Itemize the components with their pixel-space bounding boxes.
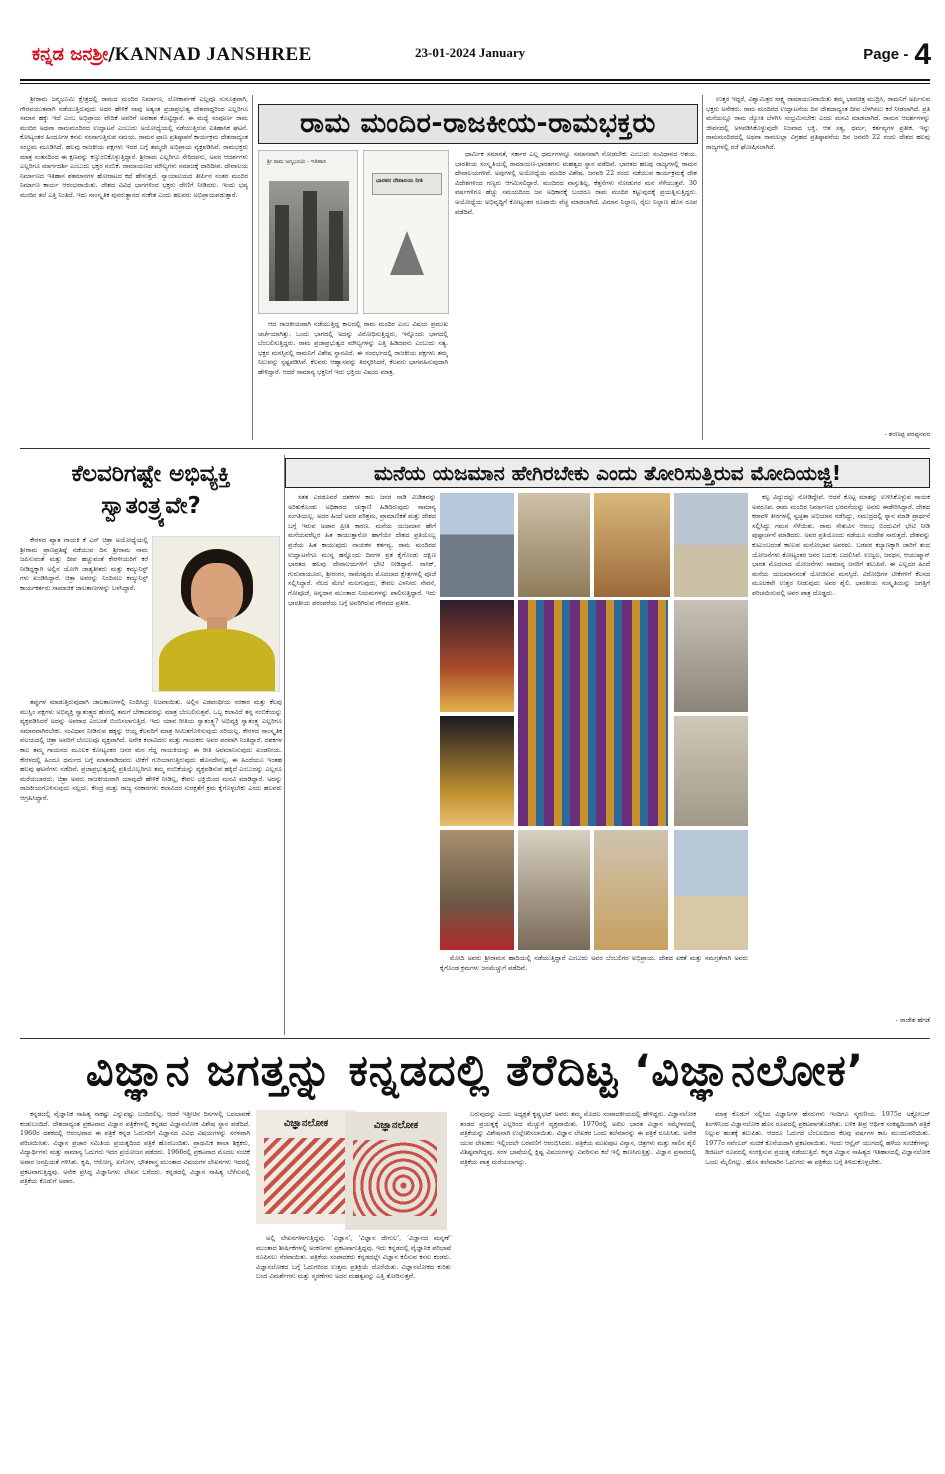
illuminated-temple-photo [440,600,514,712]
page-number: 4 [914,38,931,71]
article1-byline: - ಶರಣಪ್ಪ ಪರಪ್ಪನವರ [884,430,930,438]
night-temple-photo [440,716,514,826]
article4-column-4 [705,1110,930,1460]
book-title-band [372,173,442,195]
article3-headline: ಮನೆಯ ಯಜಮಾನ ಹೇಗಿರಬೇಕು ಎಂದು ತೋರಿಸುತ್ತಿರುವ ಮೋದಿಯಜ್ಜಿ! [373,461,842,485]
temple-sketch-icon [390,231,424,275]
article4-text-1: ಕನ್ನಡದಲ್ಲಿ ವೈಜ್ಞಾನಿಕ ಸಾಹಿತ್ಯ ಸಾಕಷ್ಟು ಎನ್ನುವಷ್ಟು ಬಂದಿರಲಿಲ್ಲ. ಆದರೆ ಇತ್ತೀಚಿನ ದಿನಗಳಲ್ಲಿ ಬದಲಾವಣೆ ಕಂಡುಬಂದಿದೆ. ದೇಶದಾದ್ಯಂತ ಪ್ರಕಟವಾದ ವಿಜ್ಞಾನ ಪತ್ರಿಕೆಗಳಲ್ಲಿ ಕನ್ನಡದ ವಿಜ್ಞಾನಲೋಕ ವಿಶೇಷ ಸ್ಥಾನ ಪಡೆದಿದೆ. 1960ರ ದಶಕದಲ್ಲಿ ಆರಂಭವಾದ ಈ ಪತ್ರಿಕೆ ಕನ್ನಡ ಓದುಗರಿಗೆ ವಿಜ್ಞಾನದ ವಿವಿಧ ವಿಷಯಗಳನ್ನು ಸರಳವಾಗಿ ಪರಿಚಯಿಸಿತು. ವಿಜ್ಞಾನ ಪ್ರಚಾರ ಸಮಿತಿಯ ಪ್ರಯತ್ನದಿಂದ ಪತ್ರಿಕೆ ಹೊರಬಂದಿತು. ಪ್ರಾಥಮಿಕ ಶಾಲಾ ಶಿಕ್ಷಕರು, ವಿದ್ಯಾರ್ಥಿಗಳು ಮತ್ತು ಸಾಮಾನ್ಯ ಓದುಗರು ಇದರ ಪ್ರಯೋಜನ ಪಡೆದರು. 1966ರಲ್ಲಿ ಪ್ರಕಟವಾದ ಮೊದಲ ಸಂಚಿಕೆ ಅಪಾರ ಜನಪ್ರಿಯತೆ ಗಳಿಸಿತು. ಕೃಷಿ, ಆರೋಗ್ಯ, ಖಗೋಳ, ಭೌತಶಾಸ್ತ್ರ ಮುಂತಾದ ವಿಷಯಗಳ ಲೇಖನಗಳು ಇದರಲ್ಲಿ ಪ್ರಕಟವಾಗುತ್ತಿದ್ದವು. ಅನೇಕ ಪ್ರಸಿದ್ಧ ವಿಜ್ಞಾನಿಗಳು ಲೇಖನ ಬರೆದರು. ಕನ್ನಡದಲ್ಲಿ ವಿಜ್ಞಾನ ಸಾಹಿತ್ಯ ಬೆಳೆಸುವಲ್ಲಿ ಪತ್ರಿಕೆಯ ಕೊಡುಗೆ ಅಪಾರ. [20,1110,250,1186]
temple-ruins-photo [269,181,349,301]
leader-standing-photo [674,716,748,826]
article3-text-3: ಕಲ್ಪ ವಿದ್ದುದನ್ನು ನೋಡಿದ್ದೇವೆ. ಆದರೆ ಕೊಟ್ಟ ಮಾತನ್ನು ಉಳಿಸಿಕೊಳ್ಳುವ ನಾಯಕ ಅಪರೂಪ. ರಾಮ ಮಂದಿರ ನಿರ್ಮಾಣದ ಭರವಸೆಯನ್ನು ಅವರು ಈಡೇರಿಸಿದ್ದಾರೆ. ದೇಶದ ಕರಾವಳಿ ತೀರಗಳಲ್ಲಿ ಸ್ವಚ್ಛತಾ ಅಭಿಯಾನ ನಡೆಸಿದ್ದು, ಸಮುದ್ರದಲ್ಲಿ ಸ್ನಾನ ಮಾಡಿ ಪ್ರಾರ್ಥನೆ ಸಲ್ಲಿಸಿದ್ದು ಗಮನ ಸೆಳೆಯಿತು. ರಾಮ ಸೇತುವಿನ ಆರಂಭ ಬಿಂದುವಿಗೆ ಭೇಟಿ ನೀಡಿ ಪುಷ್ಪಾರ್ಚನೆ ಮಾಡಿದರು. ಅವರ ಪ್ರತಿಯೊಂದು ನಡೆಯೂ ಸಂದೇಶ ಸಾರುತ್ತದೆ. ದೇಶವನ್ನು ಕುಟುಂಬದಂತೆ ಕಾಣುವ ಮನೋಭಾವ ಅವರದು. ಬಡವರ ಕಲ್ಯಾಣಕ್ಕಾಗಿ ಜಾರಿಗೆ ತಂದ ಯೋಜನೆಗಳು ಕೋಟ್ಯಂತರ ಜನರ ಬದುಕು ಬದಲಿಸಿವೆ. ಉಜ್ವಲ, ಜನಧನ, ಆಯುಷ್ಮಾನ್ ಭಾರತ ಮೊದಲಾದ ಯೋಜನೆಗಳು ಸಾಮಾನ್ಯ ಜನರಿಗೆ ತಲುಪಿವೆ. ಈ ಎಲ್ಲದರ ಹಿಂದೆ ಮನೆಯ ಯಜಮಾನನಂತೆ ಯೋಚಿಸುವ ಮನಸ್ಸಿದೆ. ವಿರೋಧಿಗಳ ಟೀಕೆಗಳಿಗೆ ಕೆಲಸದ ಮೂಲಕವೇ ಉತ್ತರ ನೀಡುವುದು ಅವರ ಶೈಲಿ. ಭಾರತೀಯ ಸಂಸ್ಕೃತಿಯನ್ನು ಜಗತ್ತಿಗೆ ಪರಿಚಯಿಸುವಲ್ಲಿ ಅವರ ಪಾತ್ರ ದೊಡ್ಡದು. [752,493,930,597]
article4-text-2: ಅಲ್ಲಿ ಲೇಖನಗಳಾಗುತ್ತಿದ್ದವು. ‘ವಿಜ್ಞಾನ’, ‘ವಿಜ್ಞಾನ ದೇಗುಲ’, ‘ವಿಜ್ಞಾನದ ಮನ್ನಣೆ’ ಮುಂತಾದ ಶೀರ್ಷಿಕೆಗಳಲ್ಲಿ ಅಂಕಣಗಳು ಪ್ರಕಟವಾಗುತ್ತಿದ್ದವು. ಇದು ಕನ್ನಡದಲ್ಲಿ ವೈಜ್ಞಾನಿಕ ಪರಿಭಾಷೆ ರೂಪಿಸಲು ನೆರವಾಯಿತು. ಪತ್ರಿಕೆಯ ಸಂಪಾದಕರು ಕನ್ನಡದಲ್ಲೇ ವಿಜ್ಞಾನ ಕಲಿಸುವ ಕನಸು ಕಂಡರು. ವಿಜ್ಞಾನಲೋಕದ ಬಗ್ಗೆ ಓದುಗರಿಂದ ಉತ್ತಮ ಪ್ರತಿಕ್ರಿಯೆ ದೊರೆಯಿತು. ವಿಜ್ಞಾನಲೋಕದ ಕುರಿತು ಬಂದ ವಿಮರ್ಶೆಗಳು ಮತ್ತು ಸ್ಮರಣೆಗಳು ಅದರ ಮಹತ್ವವನ್ನು ಎತ್ತಿ ತೋರಿಸುತ್ತವೆ. [256,1234,451,1281]
article1-text-1: ಶ್ರೀರಾಮ ಜನ್ಮಭೂಮಿ ಕ್ಷೇತ್ರದಲ್ಲಿ ರಾಮದ ಮಂದಿರ ನಿರ್ಮಾಣ, ಲೋಕಾರ್ಪಣೆ ಎಲ್ಲವೂ ಸುಸೂತ್ರವಾಗಿ, ಗೌರವಯುತವಾಗಿ ನಡೆಯುತ್ತಿರುವುದು ಅದರ ಹೇಳಿಕೆ ನಾವು ಅತ್ಯಂತ ಪ್ರಜಾಪ್ರಭುತ್ವ ದೇಶವಾದ್ದರಿಂದ ಎಲ್ಲರಿಗೂ ಸಮಾನ ಹಕ್ಕು ಇದೆ ಎಂಬ ಅಭಿಪ್ರಾಯ ವೇದಿಕೆ ಅವರಿಗೆ ಅವಕಾಶ ಕೊಟ್ಟಿದ್ದಾರೆ. ಈ ಮಧ್ಯೆ ಸಂಪೂರ್ಣ ರಾಮ ಮಂದಿರ ಅಥವಾ ರಾಮಮಂದಿರದ ಉದ್ಘಾಟನೆ ಎಂಬುದು ಅಯೋಧ್ಯೆಯಲ್ಲಿ ನಡೆಯುತ್ತಿರುವ ಐತಿಹಾಸಿಕ ಘಟನೆ. ಕೋಟ್ಯಂತರ ಹಿಂದೂಗಳ ಕನಸು ನನಸಾಗುತ್ತಿರುವ ಸಮಯ. ರಾಮನ ಪ್ರಾಣ ಪ್ರತಿಷ್ಠಾಪನೆ ಕಾರ್ಯಕ್ರಮ ದೇಶದಾದ್ಯಂತ ಸಂಭ್ರಮ ಮೂಡಿಸಿದೆ. ಹಲವು ರಾಜಕೀಯ ಪಕ್ಷಗಳು ಇದರ ಬಗ್ಗೆ ತಮ್ಮದೇ ಅಭಿಪ್ರಾಯ ವ್ಯಕ್ತಪಡಿಸಿವೆ. ರಾಮಭಕ್ತರು ಮಾತ್ರ ಸಂತಸದಿಂದ ಈ ಕ್ಷಣವನ್ನು ಕಣ್ತುಂಬಿಕೊಳ್ಳುತ್ತಿದ್ದಾರೆ. ಶ್ರೀರಾಮ ಎಲ್ಲರಿಗೂ ಸೇರಿದವನು, ಅವನ ಆದರ್ಶಗಳು ಎಲ್ಲರಿಗೂ ಮಾರ್ಗದರ್ಶಿ ಎಂಬುದು ಭಕ್ತರ ನಂಬಿಕೆ. ರಾಮಾಯಣದ ಮೌಲ್ಯಗಳು ಸಮಾಜಕ್ಕೆ ದಾರಿದೀಪ. ದೇವಾಲಯ ನಿರ್ಮಾಣದ ಇತಿಹಾಸ ಶತಮಾನಗಳ ಹೋರಾಟದ ಕಥೆ ಹೇಳುತ್ತದೆ. ನ್ಯಾಯಾಲಯದ ತೀರ್ಪಿನ ನಂತರ ಮಂದಿರ ನಿರ್ಮಾಣ ಕಾರ್ಯ ಆರಂಭವಾಯಿತು. ದೇಶದ ವಿವಿಧ ಭಾಗಗಳಿಂದ ಭಕ್ತರು ದೇಣಿಗೆ ನೀಡಿದರು. ಇಂದು ಭವ್ಯ ಮಂದಿರ ತಲೆ ಎತ್ತಿ ನಿಂತಿದೆ. ಇದು ಸಾಂಸ್ಕೃತಿಕ ಪುನರುತ್ಥಾನದ ಸಂಕೇತ ಎಂದು ಹಲವರು ಅಭಿಪ್ರಾಯಪಡುತ್ತಾರೆ. [20,95,248,199]
book-cover-image-1 [258,150,358,314]
newspaper-name-kannada: ಕನ್ನಡ ಜನಶ್ರೀ [32,44,109,65]
magazine-cover-2 [345,1112,447,1230]
article3-byline: - ರಾಜೇಶ ಹೆಗಡೆ [895,1016,930,1024]
magazine-cover-1 [256,1110,356,1224]
article2-headline: ಕೆಲವರಿಗಷ್ಟೇ ಅಭಿವ್ಯಕ್ತಿ ಸ್ವಾತಂತ್ರ್ಯವೇ? [71,461,231,519]
magazine-title-1: ವಿಜ್ಞಾನಲೋಕ [283,1118,329,1129]
article1-column-4 [706,95,930,430]
masthead-rule [20,79,930,84]
article1-headline-box [258,104,698,144]
gopuram-carpet-photo [440,830,514,950]
article1-column-1 [20,95,248,441]
article3-byline-wrap [752,1016,930,1030]
offering-photo [594,830,668,950]
article4-column-3 [460,1110,696,1460]
article1-byline-wrap [706,430,930,442]
book-caption-1: ಶ್ರೀ ರಾಮ ಜನ್ಮಭೂಮಿ - ಇತಿಹಾಸ [267,159,326,165]
column-divider [252,95,253,440]
masthead [0,0,945,86]
column-divider [702,95,703,440]
newspaper-name-english: KANNAD JANSHREE [114,44,312,65]
article4-column-2 [256,1234,451,1460]
singer-portrait-photo [152,536,280,692]
article1-headline: ರಾಮ ಮಂದಿರ-ರಾಜಕೀಯ-ರಾಮಭಕ್ತರು [300,108,656,139]
book-caption-2: ಭಾರತದ ದೇವಾಲಯ ನೀತಿ [376,178,423,184]
article2-body [20,698,282,1034]
section-divider [20,448,930,449]
magazine-title-2: ವಿಜ್ಞಾನಲೋಕ [373,1120,419,1131]
article1-text-2: ಆದ ರಾಜಕೀಯವಾಗಿ ನಡೆಯುತ್ತಿದ್ದ ಕಾಲದಲ್ಲಿ ರಾಮ ಮಂದಿರ ಎಂಬ ವಿಷಯ ಪ್ರಮುಖ ಚರ್ಚೆಯಾಗಿತ್ತು. ಒಂದು ಭಾಗದಲ್ಲಿ ಅದನ್ನು ವಿರೋಧಿಸುತ್ತಿದ್ದರು, ಇನ್ನೊಂದು ಭಾಗದಲ್ಲಿ ಬೆಂಬಲಿಸುತ್ತಿದ್ದರು. ರಾಮ ಪ್ರಜಾಪ್ರಭುತ್ವದ ಮೌಲ್ಯಗಳನ್ನು ಎತ್ತಿ ಹಿಡಿದವನು ಎಂಬುದು ಸತ್ಯ. ಭಕ್ತರ ಮನಸ್ಸಿನಲ್ಲಿ ರಾಮನಿಗೆ ವಿಶೇಷ ಸ್ಥಾನವಿದೆ. ಈ ಸಂದರ್ಭದಲ್ಲಿ ರಾಜಕೀಯ ಪಕ್ಷಗಳು ತಮ್ಮ ನಿಲುವನ್ನು ಸ್ಪಷ್ಟಪಡಿಸಿವೆ. ಕೆಲವರು ಆಹ್ವಾನವನ್ನು ತಿರಸ್ಕರಿಸಿದರೆ, ಕೆಲವರು ಭಾಗವಹಿಸುವುದಾಗಿ ಹೇಳಿದ್ದಾರೆ. ಆದರೆ ಸಾಮಾನ್ಯ ಭಕ್ತನಿಗೆ ಇದು ಭಕ್ತಿಯ ವಿಷಯ ಮಾತ್ರ. [258,320,448,376]
article1-text-3: ಧಾರ್ಮಿಕ ಸಮಾನತೆ, ಸರ್ಕಾರ ಎಲ್ಲ ಧರ್ಮಗಳನ್ನೂ ಸಮಾನವಾಗಿ ನೋಡಬೇಕು ಎಂಬುದು ಸಂವಿಧಾನದ ಆಶಯ. ಭಾರತೀಯ ಸಂಸ್ಕೃತಿಯಲ್ಲಿ ರಾಮಾಯಣ-ಭಾರತಗಳು ಮಹತ್ವದ ಸ್ಥಾನ ಪಡೆದಿವೆ. ಭಾರತದ ಹಲವು ರಾಜ್ಯಗಳಲ್ಲಿ ರಾಮನ ದೇವಾಲಯಗಳಿವೆ. ಅವುಗಳಲ್ಲಿ ಅಯೋಧ್ಯೆಯ ಮಂದಿರ ವಿಶೇಷ. ಜನವರಿ 22 ರಂದು ನಡೆಯುವ ಕಾರ್ಯಕ್ರಮಕ್ಕೆ ದೇಶ ವಿದೇಶಗಳಿಂದ ಗಣ್ಯರು ಆಗಮಿಸಲಿದ್ದಾರೆ. ಮಂದಿರದ ವಾಸ್ತುಶಿಲ್ಪ, ಕೆತ್ತನೆಗಳು ನೋಡುಗರ ಮನ ಸೆಳೆಯುತ್ತವೆ. 30 ವರ್ಷಗಳಿಗೂ ಹೆಚ್ಚು ಸಮಯದಿಂದ ಜನ ಅಧಿಕಾರಕ್ಕೆ ಬಂದರೂ ರಾಮ ಮಂದಿರ ಕಟ್ಟುವುದಕ್ಕೆ ಪ್ರಯತ್ನಿಸುತ್ತಿದ್ದರು. ಅಯೋಧ್ಯೆಯ ಅಭಿವೃದ್ಧಿಗೆ ಕೋಟ್ಯಂತರ ರೂಪಾಯಿ ವೆಚ್ಚ ಮಾಡಲಾಗಿದೆ. ವಿಮಾನ ನಿಲ್ದಾಣ, ರೈಲು ನಿಲ್ದಾಣ ಹೊಸ ರೂಪ ಪಡೆದಿವೆ. [455,150,697,216]
temple-corridor-photo [518,600,668,826]
road-walk-photo [440,493,514,597]
column-divider [284,455,285,1035]
article3-column-1 [288,493,436,971]
temple-courtyard-photo [518,493,590,597]
article3-text-1: ಸತತ ಎರಡೂವರೆ ದಶಕಗಳ ಕಾಲ ಜನರ ನಾಡಿ ಮಿಡಿತವನ್ನು ಅರಿತುಕೊಂಡು ಅಧಿಕಾರದ ಚುಕ್ಕಾಣಿ ಹಿಡಿದಿರುವುದು ಸಾಮಾನ್ಯ ಸಂಗತಿಯಲ್ಲ. ಅದರ ಹಿಂದೆ ಅವರ ಪರಿಶ್ರಮ, ಪ್ರಾಮಾಣಿಕತೆ ಮತ್ತು ದೇಶದ ಬಗ್ಗೆ ಇರುವ ಅಪಾರ ಪ್ರೀತಿ ಕಾರಣ. ಮನೆಯ ಯಜಮಾನ ಹೇಗೆ ಮನೆಯವರೆಲ್ಲರ ಹಿತ ಕಾಯುತ್ತಾನೋ ಹಾಗೆಯೇ ದೇಶದ ಪ್ರತಿಯೊಬ್ಬ ಪ್ರಜೆಯ ಹಿತ ಕಾಯುವುದು ನಾಯಕನ ಕರ್ತವ್ಯ. ರಾಮ ಮಂದಿರದ ಉದ್ಘಾಟನೆಗೂ ಮುನ್ನ ಹನ್ನೊಂದು ದಿನಗಳ ವ್ರತ ಕೈಗೊಂಡು ದಕ್ಷಿಣ ಭಾರತದ ಹಲವು ದೇವಾಲಯಗಳಿಗೆ ಭೇಟಿ ನೀಡಿದ್ದಾರೆ. ನಾಸಿಕ್, ಗುರುವಾಯೂರು, ಶ್ರೀರಂಗಂ, ರಾಮೇಶ್ವರಂ ಮೊದಲಾದ ಕ್ಷೇತ್ರಗಳಲ್ಲಿ ಪೂಜೆ ಸಲ್ಲಿಸಿದ್ದಾರೆ. ನೆಲದ ಮೇಲೆ ಮಲಗುವುದು, ಕೇವಲ ಎಳನೀರು ಸೇವನೆ, ಗೋಪೂಜೆ, ಅನ್ನದಾನ ಮುಂತಾದ ನಿಯಮಗಳನ್ನು ಪಾಲಿಸುತ್ತಿದ್ದಾರೆ. ಇದು ಭಾರತೀಯ ಪರಂಪರೆಯ ಬಗ್ಗೆ ಅವರಿಗಿರುವ ಗೌರವದ ಪ್ರತೀಕ. [288,493,436,607]
article2-intro-text: ಕೇರಳದ ಖ್ಯಾತ ಗಾಯಕಿ ಕೆ ಎಸ್ ಚಿತ್ರಾ ಅಯೋಧ್ಯೆಯಲ್ಲಿ ಶ್ರೀರಾಮ ಪ್ರಾಣಪ್ರತಿಷ್ಠೆ ನಡೆಯುವ ದಿನ ಶ್ರೀರಾಮ ನಾಮ ಜಪಿಸುವಂತೆ ಮತ್ತು ದೀಪ ಹಚ್ಚುವಂತೆ ಕೇರಳೀಯರಿಗೆ ಕರೆ ನೀಡಿದ್ದಕ್ಕಾಗಿ ಅಲ್ಲಿನ ಯೋಗಿ ಜಾತ್ಯತೀತರು ಮತ್ತು ಕಮ್ಯುನಿಸ್ಟ್ ಗಳು ಖಂಡಿಸಿದ್ದಾರೆ. ಚಿತ್ರಾ ಅವರನ್ನು ನಿಂದಿಸಲು ಕಮ್ಯುನಿಸ್ಟ್ ಕಾರ್ಯಕರ್ತರು ಸಾಮಾಜಿಕ ಜಾಲತಾಣಗಳನ್ನು ಬಳಸಿದ್ದಾರೆ. [20,536,148,592]
book-cover-image-2 [363,150,449,314]
article3-column-2 [440,954,748,1034]
article4-text-4: ಮಾತ್ರ ಕೊಡುಗೆ ಸಲ್ಲಿಸಿದ ವಿಜ್ಞಾನಿಗಳ ಹೆಸರುಗಳು ಇಂದಿಗೂ ಸ್ಮರಣೀಯ. 1975ರ ಅಕ್ಟೋಬರ್ ತಿಂಗಳಿನಿಂದ ವಿಜ್ಞಾನಲೋಕ ಹೊಸ ರೂಪದಲ್ಲಿ ಪ್ರಕಟವಾಗತೊಡಗಿತು. ಬಳಿಕ ತೀವ್ರ ಆರ್ಥಿಕ ಸಂಕಷ್ಟದಿಂದಾಗಿ ಪತ್ರಿಕೆ ನಿಲ್ಲುವ ಹಂತಕ್ಕೆ ತಲುಪಿತು. ಆದರೂ ಓದುಗರ ಬೆಂಬಲದಿಂದ ಕೆಲವು ವರ್ಷಗಳ ಕಾಲ ಮುಂದುವರಿಯಿತು. 1977ರ ನವೆಂಬರ್ ಸಂಚಿಕೆ ಕೊನೆಯದಾಗಿ ಪ್ರಕಟವಾಯಿತು. ಇಂದು ಆನ್ಲೈನ್ ಯುಗದಲ್ಲಿ ಹಳೆಯ ಸಂಚಿಕೆಗಳನ್ನು ಡಿಜಿಟಲ್ ರೂಪದಲ್ಲಿ ಸಂರಕ್ಷಿಸುವ ಪ್ರಯತ್ನ ನಡೆಯುತ್ತಿದೆ. ಕನ್ನಡ ವಿಜ್ಞಾನ ಸಾಹಿತ್ಯದ ಇತಿಹಾಸದಲ್ಲಿ ವಿಜ್ಞಾನಲೋಕ ಒಂದು ಮೈಲಿಗಲ್ಲು. ಹೊಸ ತಲೆಮಾರಿನ ಓದುಗರು ಈ ಪತ್ರಿಕೆಯ ಬಗ್ಗೆ ತಿಳಿದುಕೊಳ್ಳಬೇಕು. [705,1110,930,1166]
beach-prayer-photo [674,493,748,597]
article3-headline-box [285,458,930,488]
section-divider [20,1038,930,1039]
newspaper-name [32,44,312,66]
page-indicator [863,38,931,72]
article1-text-4: ಉತ್ತರ ಇದ್ದರೆ, ವಿಶ್ವಾಮಿತ್ರರ ಸಾಕ್ಷ್ಯ ರಾಮಾಯಣವಾಯಿತು ತಮ್ಮ ಭಾವಚಿತ್ರ ಮುದ್ರಿಸಿ, ರಾಮನಿಗೆ ಅರ್ಪಿಸುವ ಭಕ್ತರು ಅನೇಕರು. ರಾಮ ಮಂದಿರದ ಉದ್ಘಾಟನೆಯ ದಿನ ದೇಶದಾದ್ಯಂತ ದೀಪ ಬೆಳಗಿಸಲು ಕರೆ ನೀಡಲಾಗಿದೆ. ಪ್ರತಿ ಮನೆಯಲ್ಲೂ ರಾಮ ಜ್ಯೋತಿ ಬೆಳಗಿಸಿ ಸಂಭ್ರಮಿಸಬೇಕು ಎಂದು ಮನವಿ ಮಾಡಲಾಗಿದೆ. ರಾಮನ ಆದರ್ಶಗಳನ್ನು ಜೀವನದಲ್ಲಿ ಅಳವಡಿಸಿಕೊಳ್ಳುವುದೇ ನಿಜವಾದ ಭಕ್ತಿ. ಆತ ಸತ್ಯ, ಧರ್ಮ, ಕರ್ತವ್ಯಗಳ ಪ್ರತೀಕ. ಇನ್ನು ರಾಮಮಂದಿರದಲ್ಲಿ ಅಥವಾ ರಾಮಲಲ್ಲಾ ವಿಗ್ರಹದ ಪ್ರತಿಷ್ಠಾಪನೆಯ ದಿನ ಜನವರಿ 22 ರಂದು ದೇಶದ ಹಲವು ರಾಜ್ಯಗಳಲ್ಲಿ ರಜೆ ಘೋಷಿಸಲಾಗಿದೆ. [706,95,930,151]
article3-text-2: ಮೋದಿ ಅವರು ಶ್ರೀರಾಮನ ಹಾದಿಯಲ್ಲಿ ನಡೆಯುತ್ತಿದ್ದಾರೆ ಎಂಬುದು ಅವರ ಬೆಂಬಲಿಗರ ಅಭಿಪ್ರಾಯ. ದೇಶದ ಏಕತೆ ಮತ್ತು ಸಮಗ್ರತೆಗಾಗಿ ಅವರು ಕೈಗೊಂಡ ಕ್ರಮಗಳು ಜನಮೆಚ್ಚುಗೆ ಪಡೆದಿವೆ. [440,954,748,972]
page-label: Page - [863,46,909,63]
newspaper-name-separator: / [108,44,115,65]
bell-ceremony-photo [518,830,590,950]
article4-text-3: ಬರುವುದನ್ನು ಎಂದು ಅಧ್ಯಕ್ಷತೆ ಕೃಷ್ಣಭಟ್ ಅವರು ತಮ್ಮ ಮೊದಲ ಸಂಪಾದಕೀಯದಲ್ಲಿ ಹೇಳಿದ್ದರು. ವಿಜ್ಞಾನಲೋಕ ತಂಡದ ಪ್ರಯತ್ನಕ್ಕೆ ಎಲ್ಲರಿಂದ ಮೆಚ್ಚುಗೆ ವ್ಯಕ್ತವಾಯಿತು. 1970ರಲ್ಲಿ ಅಖಿಲ ಭಾರತ ವಿಜ್ಞಾನ ಸಮ್ಮೇಳನದಲ್ಲಿ ಪತ್ರಿಕೆಯನ್ನು ವಿಶೇಷವಾಗಿ ಉಲ್ಲೇಖಿಸಲಾಯಿತು. ವಿಜ್ಞಾನ ಲೇಖಕರ ಒಂದು ತಲೆಮಾರನ್ನು ಈ ಪತ್ರಿಕೆ ರೂಪಿಸಿತು. ಅನೇಕ ಯುವ ಲೇಖಕರು ಇಲ್ಲಿಂದಲೇ ಬರವಣಿಗೆ ಆರಂಭಿಸಿದರು. ಪತ್ರಿಕೆಯ ಮುಖಪುಟ ವಿನ್ಯಾಸ, ಚಿತ್ರಗಳು ಮತ್ತು ಸಾಲಿನ ಶೈಲಿ ವಿಶಿಷ್ಟವಾಗಿದ್ದವು. ಸರಳ ಭಾಷೆಯಲ್ಲಿ ಕ್ಲಿಷ್ಟ ವಿಷಯಗಳನ್ನು ವಿವರಿಸುವ ಕಲೆ ಇಲ್ಲಿ ಕಾಣಸಿಗುತ್ತಿತ್ತು. ವಿಜ್ಞಾನ ಪ್ರಸಾರದಲ್ಲಿ ಪತ್ರಿಕೆಯ ಪಾತ್ರ ಮರೆಯಲಾಗದ್ದು. [460,1110,696,1166]
article2-intro [20,536,148,696]
article1-column-3 [455,150,697,440]
issue-date: 23-01-2024 January [415,45,526,60]
seaside-flowers-photo [674,830,748,950]
article4-column-1 [20,1110,250,1460]
article1-column-2 [258,320,448,440]
temple-tower-photo [674,600,748,712]
article4-headline: ವಿಜ್ಞಾನ ಜಗತ್ತನ್ನು ಕನ್ನಡದಲ್ಲಿ ತೆರೆದಿಟ್ಟ ‘ವಿಜ್ಞಾನಲೋಕ’ [85,1046,865,1096]
article3-column-3 [752,493,930,1013]
priest-ritual-photo [594,493,670,597]
article2-body-text: ತಪ್ಪುಗಳ ಮಾಡುತ್ತಿರುವುದಾಗಿ ಜಾಲತಾಣಗಳಲ್ಲಿ ನಿಂದಿಸಿದ್ದು ನಿಜವಾಯಿತು. ಅಲ್ಲಿನ ಎಡಪಂಥೀಯ ಸರಕಾರ ಮತ್ತು ಕೆಲವು ಮುಸ್ಲಿಂ ಪಕ್ಷಗಳು ಅಭಿವ್ಯಕ್ತಿ ಸ್ವಾತಂತ್ರ್ಯದ ಹೆಸರಲ್ಲಿ ತಮಗೆ ಬೇಕಾದವರನ್ನು ಮಾತ್ರ ಬೆಂಬಲಿಸುತ್ತವೆ. ಒಬ್ಬ ಕಲಾವಿದೆ ತನ್ನ ನಂಬಿಕೆಯನ್ನು ವ್ಯಕ್ತಪಡಿಸಿದರೆ ಅದನ್ನು ಅಪರಾಧ ಎಂಬಂತೆ ಬಿಂಬಿಸಲಾಗುತ್ತಿದೆ. ಇದು ಯಾವ ರೀತಿಯ ಸ್ವಾತಂತ್ರ್ಯ? ಅಭಿವ್ಯಕ್ತಿ ಸ್ವಾತಂತ್ರ್ಯ ಎಲ್ಲರಿಗೂ ಸಮಾನವಾಗಿರಬೇಕು. ಸಂವಿಧಾನ ನೀಡಿರುವ ಹಕ್ಕನ್ನು ಆಯ್ದ ಕೆಲವರಿಗೆ ಮಾತ್ರ ಸೀಮಿತಗೊಳಿಸುವುದು ಸರಿಯಲ್ಲ. ಕೇರಳದ ಸಾಂಸ್ಕೃತಿಕ ವಲಯದಲ್ಲಿ ಚಿತ್ರಾ ಅವರಿಗೆ ಬೆಂಬಲವೂ ವ್ಯಕ್ತವಾಗಿದೆ. ಅನೇಕ ಕಲಾವಿದರು ಮತ್ತು ಗಾಯಕರು ಅವರ ಪರವಾಗಿ ನಿಂತಿದ್ದಾರೆ. ದಶಕಗಳ ಕಾಲ ತಮ್ಮ ಗಾಯನದ ಮೂಲಕ ಕೋಟ್ಯಂತರ ಜನರ ಮನ ಗೆದ್ದ ಗಾಯಕಿಯನ್ನು ಈ ರೀತಿ ಅವಮಾನಿಸುವುದು ಖಂಡನೀಯ. ಕೇರಳದಲ್ಲಿ ಹಿಂದೂ ಧರ್ಮದ ಬಗ್ಗೆ ಮಾತನಾಡಿದವರು ಟೀಕೆಗೆ ಗುರಿಯಾಗುತ್ತಿರುವುದು ಹೊಸದೇನಲ್ಲ. ಈ ಹಿಂದೆಯೂ ಇಂತಹ ಹಲವು ಘಟನೆಗಳು ನಡೆದಿವೆ. ಪ್ರಜಾಪ್ರಭುತ್ವದಲ್ಲಿ ಪ್ರತಿಯೊಬ್ಬರಿಗೂ ತಮ್ಮ ನಂಬಿಕೆಯನ್ನು ವ್ಯಕ್ತಪಡಿಸುವ ಹಕ್ಕಿದೆ ಎಂಬುದನ್ನು ಎಲ್ಲರೂ ಮರೆಯಬಾರದು. ಚಿತ್ರಾ ಅವರು ರಾಜಕೀಯವಾಗಿ ಯಾವುದೇ ಹೇಳಿಕೆ ನೀಡಿಲ್ಲ, ಕೇವಲ ಭಕ್ತಿಯಿಂದ ಮನವಿ ಮಾಡಿದ್ದಾರೆ. ಅದನ್ನು ರಾಜಕೀಯಗೊಳಿಸುವುದು ಸಲ್ಲದು. ಕೇಂದ್ರ ಮತ್ತು ರಾಜ್ಯ ಸರಕಾರಗಳು ಕಲಾವಿದರ ಸುರಕ್ಷತೆಗೆ ಕ್ರಮ ಕೈಗೊಳ್ಳಬೇಕು ಎಂದು ಹಲವರು ಆಗ್ರಹಿಸಿದ್ದಾರೆ. [20,698,282,802]
